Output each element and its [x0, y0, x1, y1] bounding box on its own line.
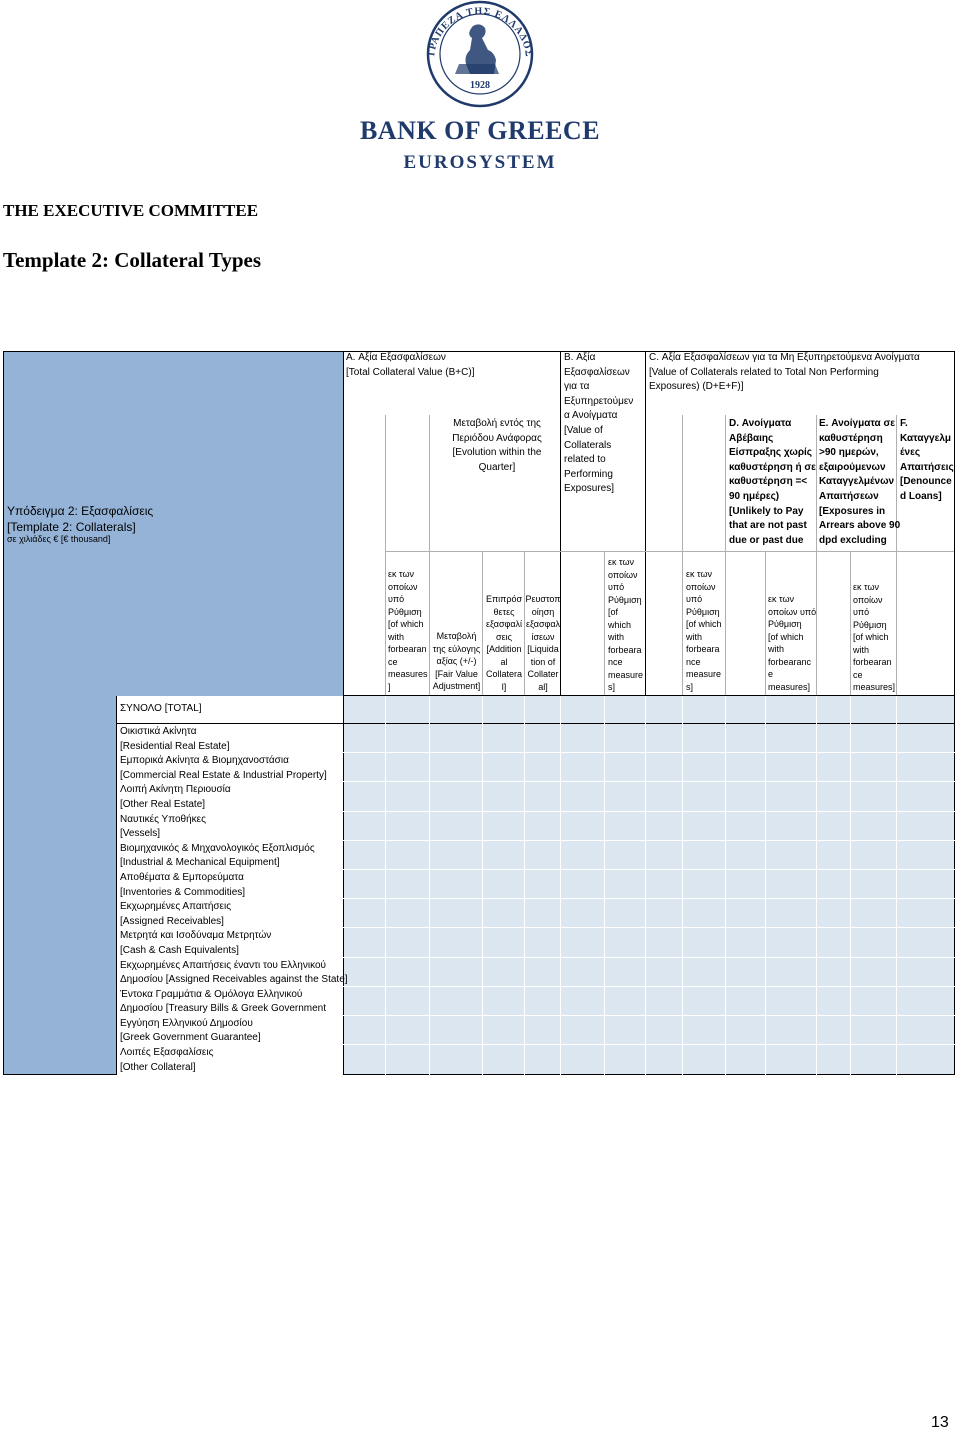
row-label-line: Βιομηχανικός & Μηχανολογικός Εξοπλισμός: [120, 842, 315, 854]
column-divider: [645, 696, 646, 1075]
row-label-left-bg: [3, 696, 116, 1075]
col-a-header: A. Αξία Εξασφαλίσεων [Total Collateral Value (B+C)]: [346, 352, 475, 378]
row-label-line: Οικιστικά Ακίνητα: [120, 726, 197, 737]
eurosystem-label: EUROSYSTEM: [403, 152, 557, 173]
template-title: Template 2: Collateral Types: [3, 248, 262, 272]
row-label-line: [Industrial & Mechanical Equipment]: [120, 857, 280, 869]
corner-title-en: [Template 2: Collaterals]: [7, 520, 136, 534]
sub-liquidation: Ρευστοπ οίηση εξασφαλ ίσεων [Liquida tion of Collater al]: [525, 594, 561, 692]
row-label-line: Δημοσίου [Treasury Bills & Greek Government: [120, 1003, 327, 1015]
row-divider: [343, 781, 955, 782]
row-label-line: Δημοσίου [Assigned Receivables against the State]: [120, 974, 348, 986]
col-d-header: D. Ανοίγματα Αβέβαιης Είσπραξης χωρίς καθυστέρηση ή σε καθυστέρηση =< 90 ημέρες) [Unlikely to Pay that are not past due or past due: [729, 418, 816, 546]
row-label-line: Εγγύηση Ελληνικού Δημοσίου: [120, 1017, 253, 1029]
row-divider: [343, 898, 955, 899]
col-b-header: B. Αξία Εξασφαλίσεων για τα Εξυπηρετούμεν α Ανοίγματα [Value of Collaterals related to Performing Exposures]: [564, 352, 634, 495]
column-divider: [816, 696, 817, 1075]
sub-forbearance-d: εκ των οποίων υπό Ρύθμιση [of which with forbearanc e measures]: [768, 594, 817, 692]
sub-forbearance-e: εκ των οποίων υπό Ρύθμιση [of which with forbearan ce measures]: [853, 582, 896, 692]
sub-forbearance-a: εκ των οποίων υπό Ρύθμιση [of which with forbearan ce measures ]: [388, 569, 428, 692]
row-divider: [343, 840, 955, 841]
row-divider: [343, 869, 955, 870]
row-label-line: [Vessels]: [120, 828, 161, 840]
column-divider: [725, 696, 726, 1075]
svg-text:ΤΡΑΠΕΖΑ ΤΗΣ ΕΛΛΑΔΟΣ: ΤΡΑΠΕΖΑ ΤΗΣ ΕΛΛΑΔΟΣ: [425, 5, 535, 59]
column-divider: [896, 696, 897, 1075]
row-items: [120, 725, 348, 1075]
column-divider: [682, 696, 683, 1075]
row-label-line: [Inventories & Commodities]: [120, 886, 246, 898]
row-label-line: Εμπορικά Ακίνητα & Βιομηχανοστάσια: [120, 755, 289, 767]
column-divider: [850, 696, 851, 1075]
column-divider: [482, 696, 483, 1075]
row-label-line: Έντοκα Γραμμάτια & Ομόλογα Ελληνικού: [120, 988, 303, 1000]
row-label-line: Λοιπή Ακίνητη Περιουσία: [120, 784, 231, 796]
bank-seal-icon: [355, 0, 605, 112]
svg-text:1928: 1928: [470, 80, 490, 91]
row-label-line: Ναυτικές Υποθήκες: [120, 813, 206, 825]
sub-forbearance-c: εκ των οποίων υπό Ρύθμιση [of which with forbeara nce measure s]: [686, 569, 722, 692]
row-divider: [343, 986, 955, 987]
bank-name: BANK OF GREECE: [359, 116, 601, 145]
row-divider: [343, 927, 955, 928]
row-label-line: Μετρητά και Ισοδύναμα Μετρητών: [120, 930, 272, 942]
row-label-line: Λοιπές Εξασφαλίσεις: [120, 1047, 214, 1059]
page-number: 13: [931, 1414, 949, 1431]
sub-fair-value: Μεταβολή της εύλογης αξίας (+/-) [Fair Value Adjustment]: [432, 631, 481, 691]
sub-additional-collateral: Επιπρόσ θετες εξασφαλί σεις [Addition al Collatera l]: [485, 594, 523, 692]
row-label-line: [Residential Real Estate]: [120, 740, 230, 752]
row-label-line: [Commercial Real Estate & Industrial Property]: [120, 769, 327, 781]
column-divider: [765, 696, 766, 1075]
sub-forbearance-b: εκ των οποίων υπό Ρύθμιση [of which with forbeara nce measure s]: [608, 557, 644, 692]
col-e-header: E. Ανοίγματα σε καθυστέρηση >90 ημερών, εξαιρούμενων Καταγγελμένων Απαιτήσεων [Exposures in Arrears above 90 dpd excluding: [819, 418, 901, 546]
row-label-line: [Other Real Estate]: [120, 798, 206, 810]
row-label-line: [Greek Government Guarantee]: [120, 1032, 261, 1044]
collateral-table: [3, 351, 955, 1075]
row-total: ΣΥΝΟΛΟ [TOTAL]: [120, 703, 202, 714]
row-divider: [343, 1015, 955, 1016]
row-label-line: [Cash & Cash Equivalents]: [120, 944, 239, 956]
column-divider: [385, 696, 386, 1075]
corner-title-el: Υπόδειγμα 2: Εξασφαλίσεις: [7, 504, 154, 518]
row-label-line: [Assigned Receivables]: [120, 915, 224, 927]
bank-of-greece-logo: [355, 0, 605, 178]
row-divider: [343, 957, 955, 958]
committee-heading: THE EXECUTIVE COMMITTEE: [3, 201, 259, 220]
column-divider: [524, 696, 525, 1075]
row-label-line: Εκχωρημένες Απαιτήσεις έναντι του Ελληνικού: [120, 959, 326, 971]
column-divider: [429, 696, 430, 1075]
corner-units: σε χιλιάδες € [€ thousand]: [7, 534, 111, 544]
evolution-header: Μεταβολή εντός της Περιόδου Ανάφορας [Evolution within the Quarter]: [452, 418, 542, 473]
column-divider: [560, 696, 561, 1075]
row-divider: [343, 1044, 955, 1045]
column-divider: [604, 696, 605, 1075]
col-f-header: F. Καταγγελμ ένες Απαιτήσεις [Denounce d Loans]: [900, 418, 954, 502]
col-c-header: C. Αξία Εξασφαλίσεων για τα Μη Εξυπηρετούμενα Ανοίγματα [Value of Collaterals related to Total Non Performing Exposures) (D+E+F)]: [649, 352, 920, 393]
row-label-line: Αποθέματα & Εμπορεύματα: [120, 871, 244, 883]
row-label-line: [Other Collateral]: [120, 1061, 196, 1073]
row-label-line: Εκχωρημένες Απαιτήσεις: [120, 901, 232, 913]
row-divider: [343, 752, 955, 753]
row-divider: [343, 811, 955, 812]
